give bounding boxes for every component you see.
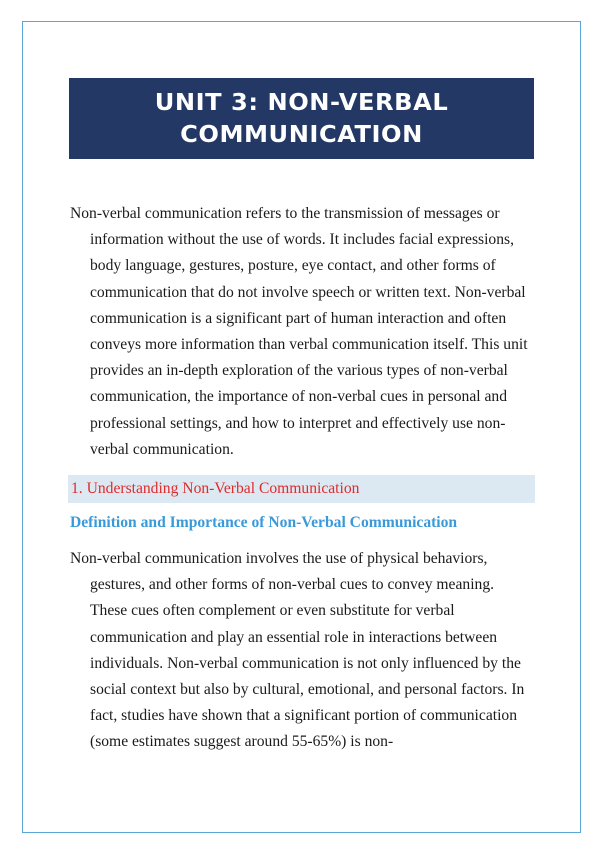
section-heading: 1. Understanding Non-Verbal Communication	[68, 475, 535, 503]
unit-title-line-1: UNIT 3: NON-VERBAL	[154, 90, 449, 116]
unit-title-line-2: COMMUNICATION	[180, 122, 423, 148]
sub-heading: Definition and Importance of Non-Verbal Communication	[70, 514, 458, 531]
unit-title-banner	[69, 78, 534, 159]
intro-paragraph: Non-verbal communication refers to the transmission of messages or information without the use of words. It includes facial expressions, body language, gestures, posture, eye contact, and other forms of communication that do not involve speech or written text. Non-verbal communication is a significant part of human interaction and often conveys more information than verbal communication itself. This unit provides an in-depth exploration of the various types of non-verbal communication, the importance of non-verbal cues in personal and professional settings, and how to interpret and effectively use non-verbal communication.	[70, 205, 528, 458]
body-paragraph: Non-verbal communication involves the use of physical behaviors, gestures, and other forms of non-verbal cues to convey meaning. These cues often complement or even substitute for verbal communication and play an essential role in interactions between individuals. Non-verbal communication is not only influenced by the social context but also by cultural, emotional, and personal factors. In fact, studies have shown that a significant portion of communication (some estimates suggest around 55-65%) is non-	[70, 550, 525, 751]
